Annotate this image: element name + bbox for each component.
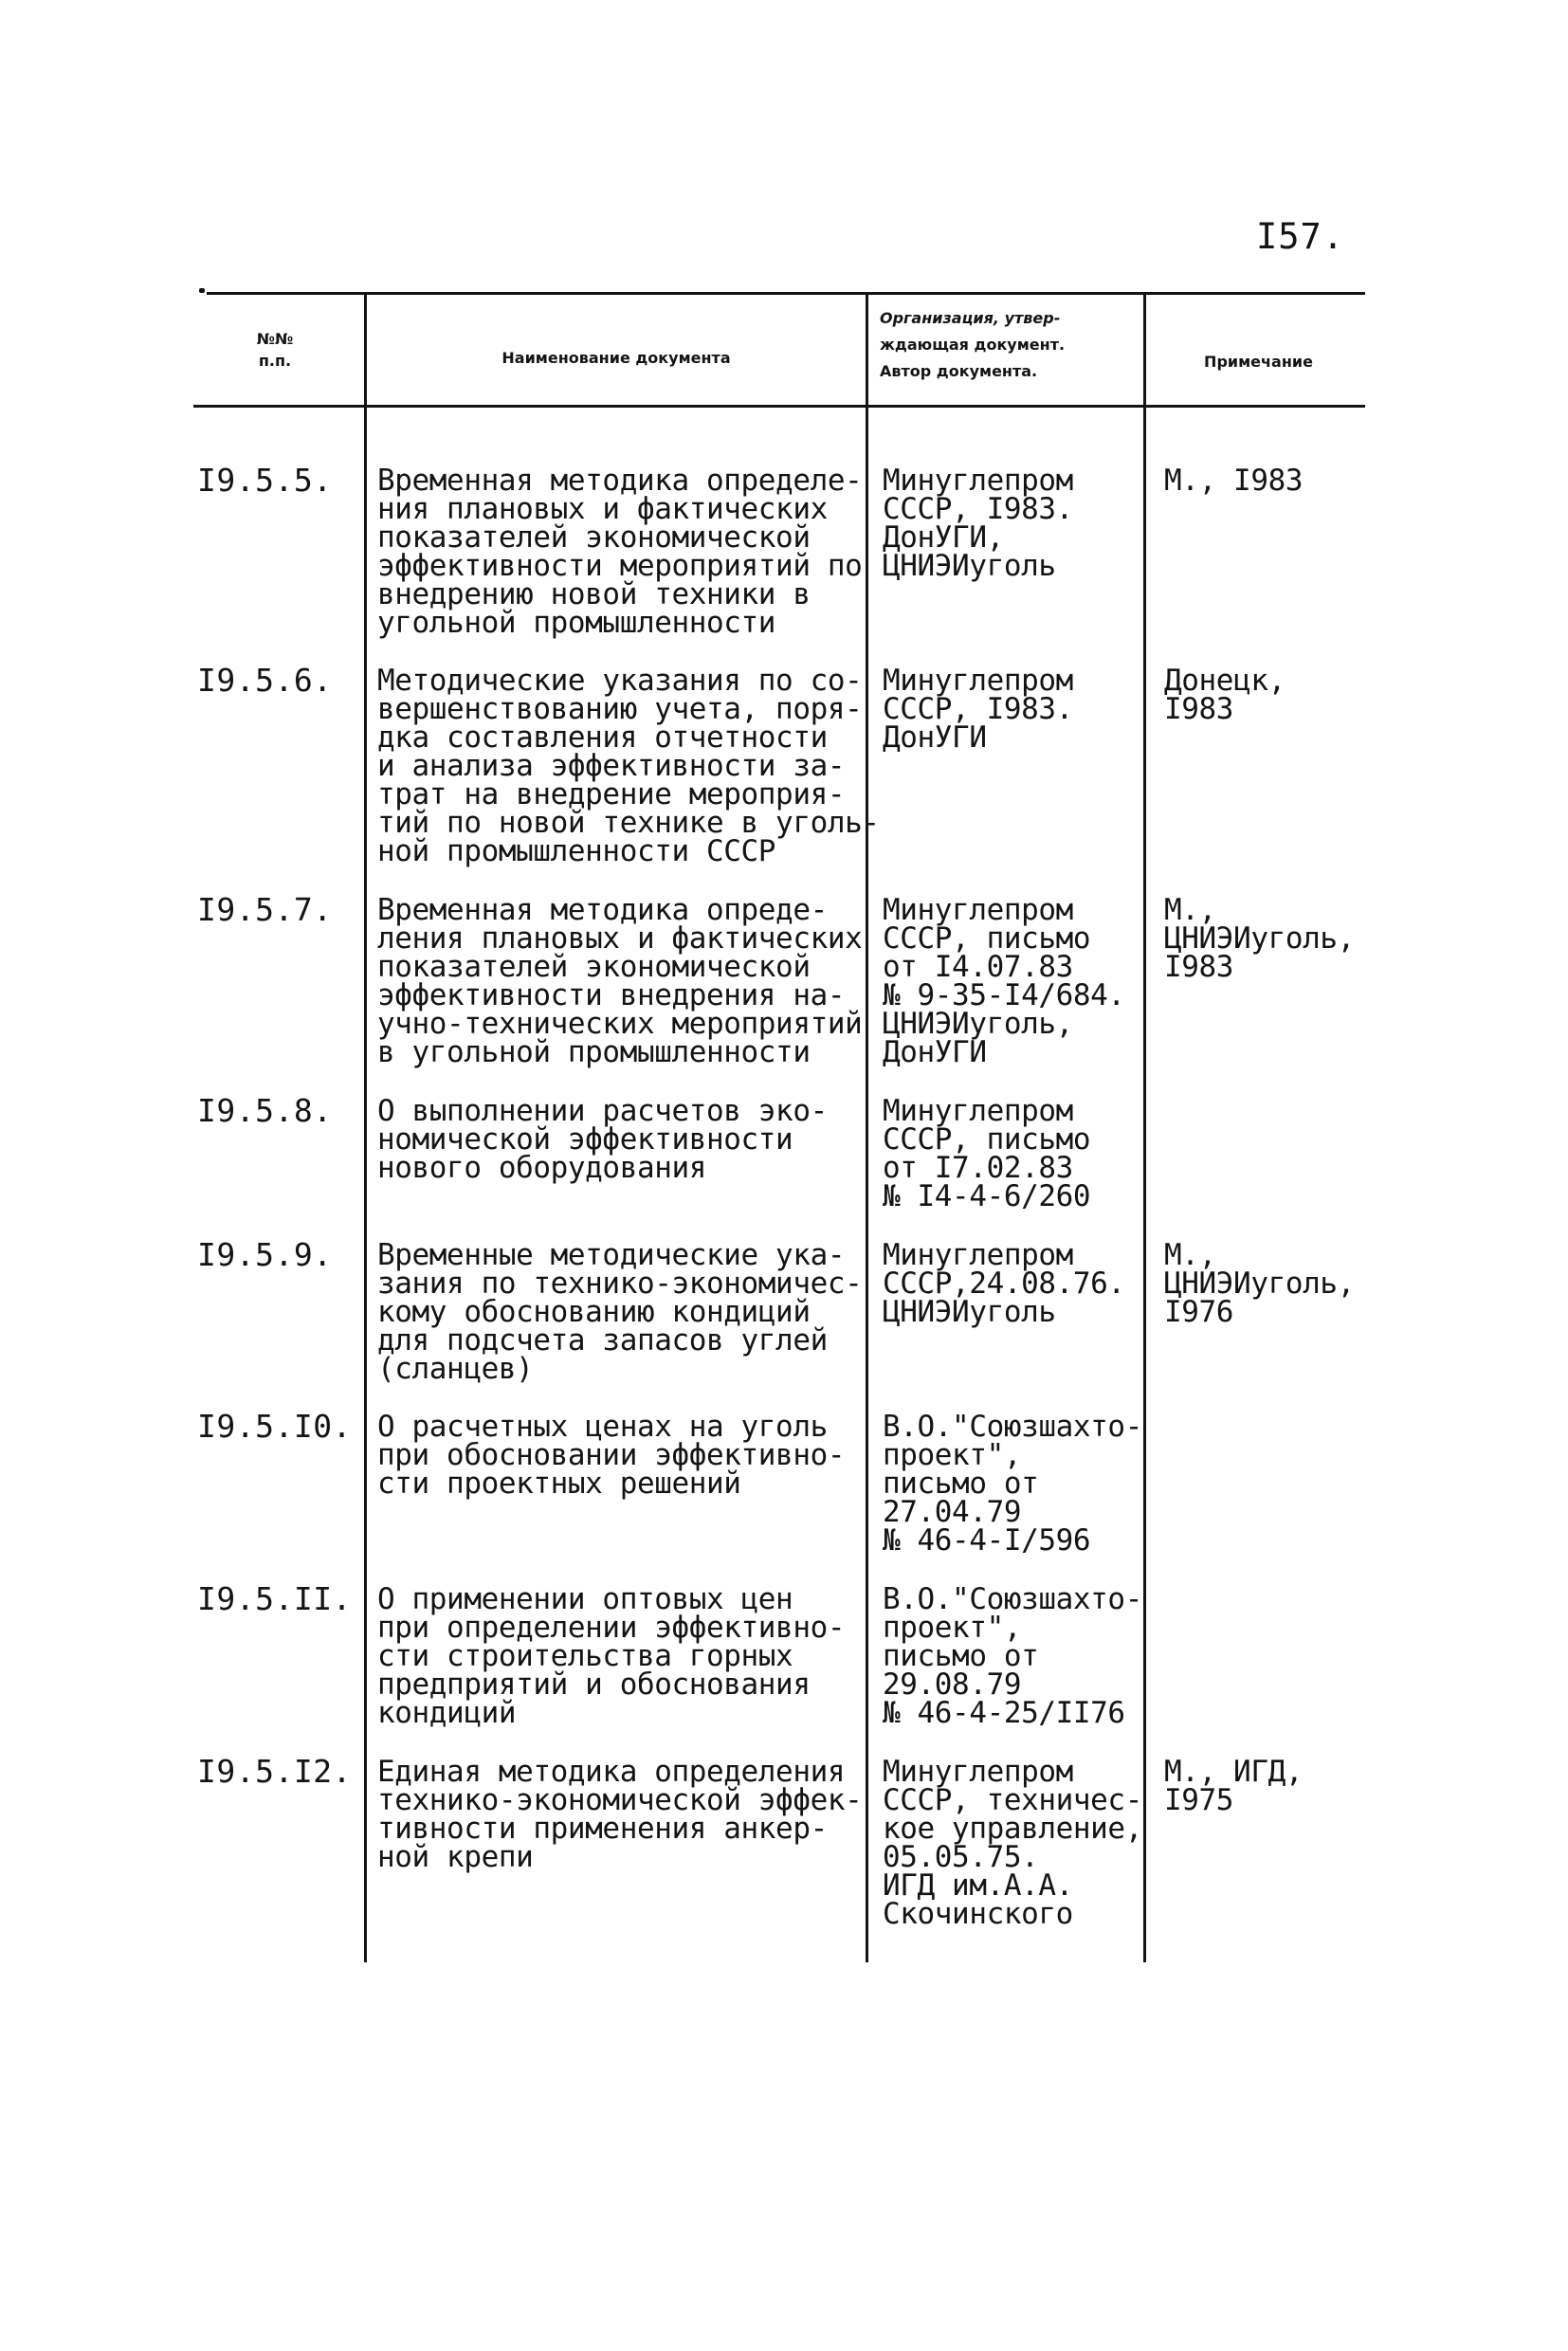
row-note: Донецк, I983 [1164, 664, 1285, 726]
row-document-name: Временная методика определе- ния плановых и фактических показателей экономической эффективности мероприятий по внедрению новой техники в угольной промышленности [377, 464, 863, 640]
row-organization: Минуглепром СССР, техничес- кое управление, 05.05.75. ИГД им.А.А. Скочинского [883, 1755, 1142, 1931]
row-document-name: Временные методические ука- зания по технико-экономичес- кому обоснованию кондиций для подсчета запасов углей (сланцев) [377, 1238, 863, 1386]
header-organization [880, 305, 1136, 385]
row-number: I9.5.II. [197, 1580, 352, 1617]
header-organization-line-3: Автор документа. [880, 362, 1038, 380]
table-top-rule [207, 292, 1365, 295]
row-organization: Минуглепром СССР, письмо от I4.07.83 № 9-35-I4/684. ЦНИЭИуголь, ДонУГИ [883, 893, 1125, 1069]
header-number-line-1: №№ [256, 330, 294, 348]
row-note: М., ЦНИЭИуголь, I983 [1164, 893, 1355, 984]
header-number-column [232, 328, 318, 372]
page-number: I57. [1256, 216, 1345, 257]
row-organization: Минуглепром СССР, I983. ДонУГИ [883, 664, 1073, 755]
header-document-name: Наименование документа [501, 349, 731, 367]
row-organization: В.О."Союзшахто- проект", письмо от 27.04.79 № 46-4-I/596 [883, 1410, 1142, 1558]
row-document-name: О применении оптовых цен при определении эффективно- сти строительства горных предприятий и обоснования кондиций [377, 1582, 846, 1730]
row-organization: Минуглепром СССР, I983. ДонУГИ, ЦНИЭИуголь [883, 464, 1073, 583]
row-document-name: Единая методика определения технико-экономической эффек- тивности применения анкер- ной крепи [377, 1755, 863, 1874]
column-divider-3 [1143, 294, 1146, 1962]
header-organization-line-1: Организация, утвер- [880, 309, 1061, 327]
header-number-line-2: п.п. [258, 352, 292, 370]
row-note: М., ЦНИЭИуголь, I976 [1164, 1238, 1355, 1329]
row-document-name: О расчетных ценах на уголь при обосновании эффективно- сти проектных решений [377, 1410, 846, 1501]
header-organization-line-2: ждающая документ. [880, 336, 1066, 354]
table-top-rule-mark [199, 288, 205, 293]
row-note: М., ИГД, I975 [1164, 1755, 1304, 1817]
row-number: I9.5.5. [197, 462, 333, 499]
row-number: I9.5.I0. [197, 1408, 352, 1445]
row-number: I9.5.7. [197, 891, 333, 928]
header-bottom-rule [193, 405, 1365, 408]
row-number: I9.5.6. [197, 662, 333, 699]
row-organization: Минуглепром СССР,24.08.76. ЦНИЭИуголь [883, 1238, 1125, 1329]
row-note: М., I983 [1164, 464, 1304, 498]
row-document-name: Методические указания по со- вершенствованию учета, поря- дка составления отчетности и анализа эффективности за- трат на внедрение мероприя- тий по новой технике в уголь- ной промышленности СССР [377, 664, 880, 868]
column-divider-1 [364, 294, 367, 1962]
row-document-name: Временная методика опреде- ления плановых и фактических показателей экономической эффективности внедрения на- учно-технических мероприятий в угольной промышленности [377, 893, 863, 1069]
row-number: I9.5.9. [197, 1236, 333, 1273]
row-document-name: О выполнении расчетов эко- номической эффективности нового оборудования [377, 1094, 828, 1185]
row-organization: Минуглепром СССР, письмо от I7.02.83 № I4-4-6/260 [883, 1094, 1091, 1213]
row-number: I9.5.8. [197, 1092, 333, 1129]
row-organization: В.О."Союзшахто- проект", письмо от 29.08.79 № 46-4-25/II76 [883, 1582, 1142, 1730]
column-divider-2 [866, 294, 868, 1962]
row-number: I9.5.I2. [197, 1753, 352, 1790]
header-note: Примечание [1204, 353, 1313, 371]
